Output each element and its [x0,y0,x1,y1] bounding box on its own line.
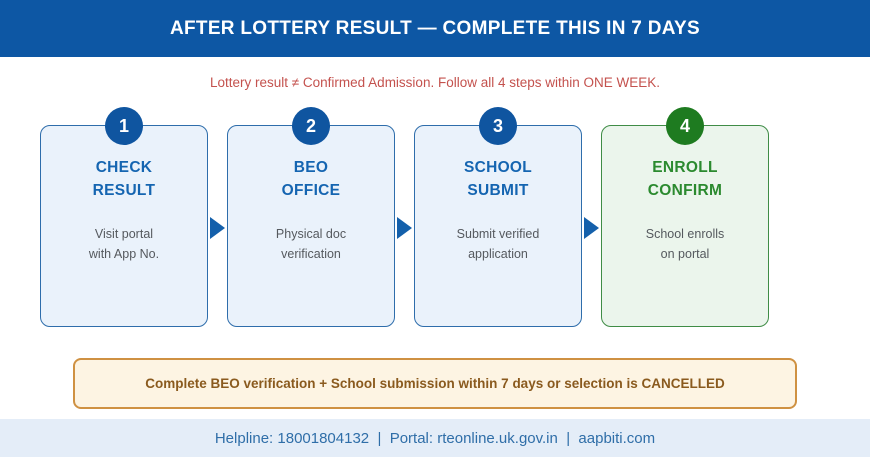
step-description [228,224,394,264]
steps-row [40,115,870,327]
deadline-warning-box: Complete BEO verification + School submission within 7 days or selection is CANCELLED [73,358,797,409]
footer-strip [0,419,870,457]
step-desc-line1: Physical doc [275,227,347,241]
page-title: AFTER LOTTERY RESULT — COMPLETE THIS IN 7 DAYS [169,17,700,39]
warning-subtitle: Lottery result ≠ Confirmed Admission. Follow all 4 steps within ONE WEEK. [209,75,661,90]
step-desc-line2: with App No. [88,247,160,261]
step-desc-line1: Visit portal [94,227,154,241]
step-title-line2: OFFICE [281,182,341,199]
step-description [602,224,768,264]
step-desc-line1: Submit verified [456,227,540,241]
step-desc-line2: application [468,247,528,261]
step-title-line2: CONFIRM [647,182,723,199]
step-title-line2: RESULT [92,182,156,199]
right-arrow-icon [210,217,225,239]
step-number-badge: 3 [479,107,517,145]
step-desc-line1: School enrolls [645,227,725,241]
step-description [415,224,581,264]
step-number-badge: 1 [105,107,143,145]
step-card-beo-office [227,115,395,327]
step-number-badge: 2 [292,107,330,145]
step-desc-line2: on portal [660,247,710,261]
step-desc-line2: verification [281,247,341,261]
right-arrow-icon [584,217,599,239]
right-arrow-icon [397,217,412,239]
step-card-check-result [40,115,208,327]
step-title-line1: ENROLL [652,159,718,176]
step-number-badge: 4 [666,107,704,145]
arrow-cell [208,125,227,327]
arrow-cell [395,125,414,327]
footer-contact-text: Helpline: 18001804132 | Portal: rteonline.uk.gov.in | aapbiti.com [214,429,656,447]
step-card-enroll-confirm [601,115,769,327]
step-card-school-submit [414,115,582,327]
step-title-line1: CHECK [95,159,153,176]
header-banner [0,0,870,57]
step-title-line2: SUBMIT [467,182,529,199]
arrow-cell [582,125,601,327]
step-title-line1: BEO [293,159,329,176]
step-title-line1: SCHOOL [463,159,533,176]
step-description [41,224,207,264]
